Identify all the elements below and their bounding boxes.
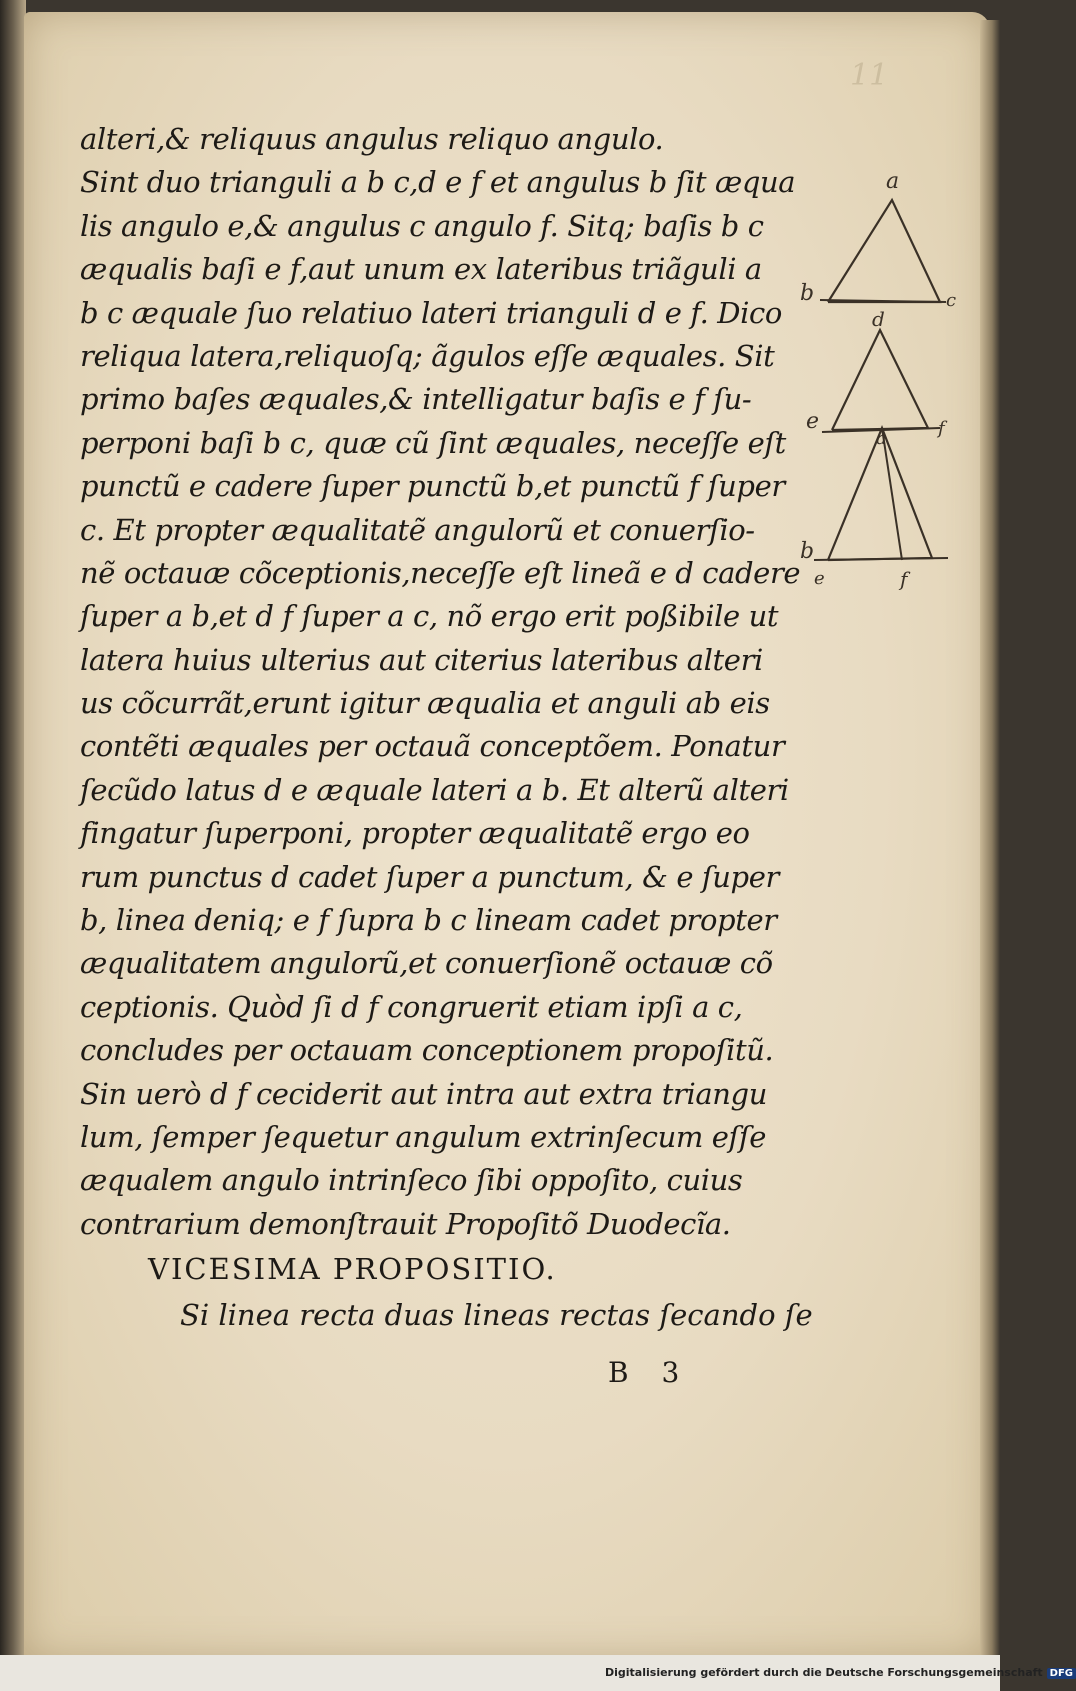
text-line: Sin uerò d f ceciderit aut intra aut extra triangu <box>80 1076 768 1111</box>
triangle-overlap-base-ext <box>814 558 948 560</box>
dfg-logo: DFG <box>1047 1668 1076 1679</box>
text-line: æqualis baſi e f,aut unum ex lateribus triãguli a <box>80 252 762 287</box>
text-line: concludes per octauam conceptionem propoſitũ. <box>80 1033 774 1068</box>
text-line: alteri,& reliquus angulus reliquo angulo. <box>80 122 664 156</box>
text-line: primo baſes æquales,& intelligatur baſis e f ſu- <box>80 382 752 417</box>
triangle-def <box>832 330 928 430</box>
text-line: lum, ſemper ſequetur angulum extrinſecum eſſe <box>80 1119 766 1154</box>
proposition-heading: VICESIMA PROPOSITIO. <box>148 1252 557 1287</box>
text-line: æqualitatem angulorũ,et conuerſionẽ octauæ cõ <box>80 946 773 981</box>
text-line: punctũ e cadere ſuper punctũ b,et punctũ f ſuper <box>80 469 785 504</box>
proposition-first-line: Si linea recta duas lineas rectas ſecando ſe <box>180 1298 813 1333</box>
fig-label-b2: b <box>800 539 815 564</box>
text-line: nẽ octauæ cõceptionis,neceſſe eſt lineã e d cadere <box>80 555 801 590</box>
text-line: us cõcurrãt,erunt igitur æqualia et anguli ab eis <box>80 686 770 721</box>
fig-label-e: e <box>806 409 820 434</box>
fig-label-a2: a <box>876 428 887 449</box>
page-fore-edge <box>980 20 1000 1660</box>
text-line: b, linea deniq; e f ſupra b c lineam cadet propter <box>80 903 777 938</box>
folio-mark: 11 <box>850 58 889 93</box>
text-line: b c æquale ſuo relatiuo lateri trianguli d e f. Dico <box>80 295 782 330</box>
text-line: æqualem angulo intrinſeco ſibi oppoſito, cuius <box>80 1163 743 1198</box>
fig-label-f: f <box>938 418 945 439</box>
text-line: contẽti æquales per octauã conceptõem. Ponatur <box>80 729 785 764</box>
text-line: rum punctus d cadet ſuper a punctum, & e ſuper <box>80 859 779 894</box>
footer-credit-text: Digitalisierung gefördert durch die Deutsche Forschungsgemeinschaft <box>605 1666 1043 1679</box>
fig-label-b: b <box>800 281 815 306</box>
margin-figures <box>800 160 970 600</box>
fig-label-a: a <box>886 169 900 194</box>
triangle-abc <box>828 200 940 302</box>
text-line: ſuper a b,et d f ſuper a c, nõ ergo erit poßibile ut <box>80 599 779 634</box>
signature-mark: B 3 <box>608 1356 692 1389</box>
fig-label-e2: e <box>814 568 825 589</box>
text-line: latera huius ulterius aut citerius lateribus alteri <box>80 642 763 677</box>
text-line: fingatur ſuperponi, propter æqualitatẽ ergo eo <box>80 816 750 851</box>
text-line: contrarium demonſtrauit Propoſitõ Duodecĩa. <box>80 1206 731 1241</box>
book-gutter <box>0 0 26 1691</box>
fig-label-c: c <box>946 290 957 311</box>
text-line: perponi baſi b c, quæ cũ ſint æquales, neceſſe eſt <box>80 425 786 460</box>
text-line: Sint duo trianguli a b c,d e f et angulus b ſit æqua <box>80 165 796 200</box>
text-line: c. Et propter æqualitatẽ angulorũ et conuerſio- <box>80 512 755 547</box>
text-block <box>80 118 813 1338</box>
text-line: reliqua latera,reliquoſq; ãgulos eſſe æquales. Sit <box>80 338 775 373</box>
text-line: ceptionis. Quòd ſi d f congruerit etiam ipſi a c, <box>80 989 743 1024</box>
fig-label-d: d <box>872 307 885 331</box>
text-line: lis angulo e,& angulus c angulo f. Sitq; baſis b c <box>80 208 764 243</box>
text-line: ſecũdo latus d e æquale lateri a b. Et alterũ alteri <box>80 772 789 807</box>
fig-label-f2: f <box>900 567 908 591</box>
footer-credit <box>605 1666 1074 1686</box>
